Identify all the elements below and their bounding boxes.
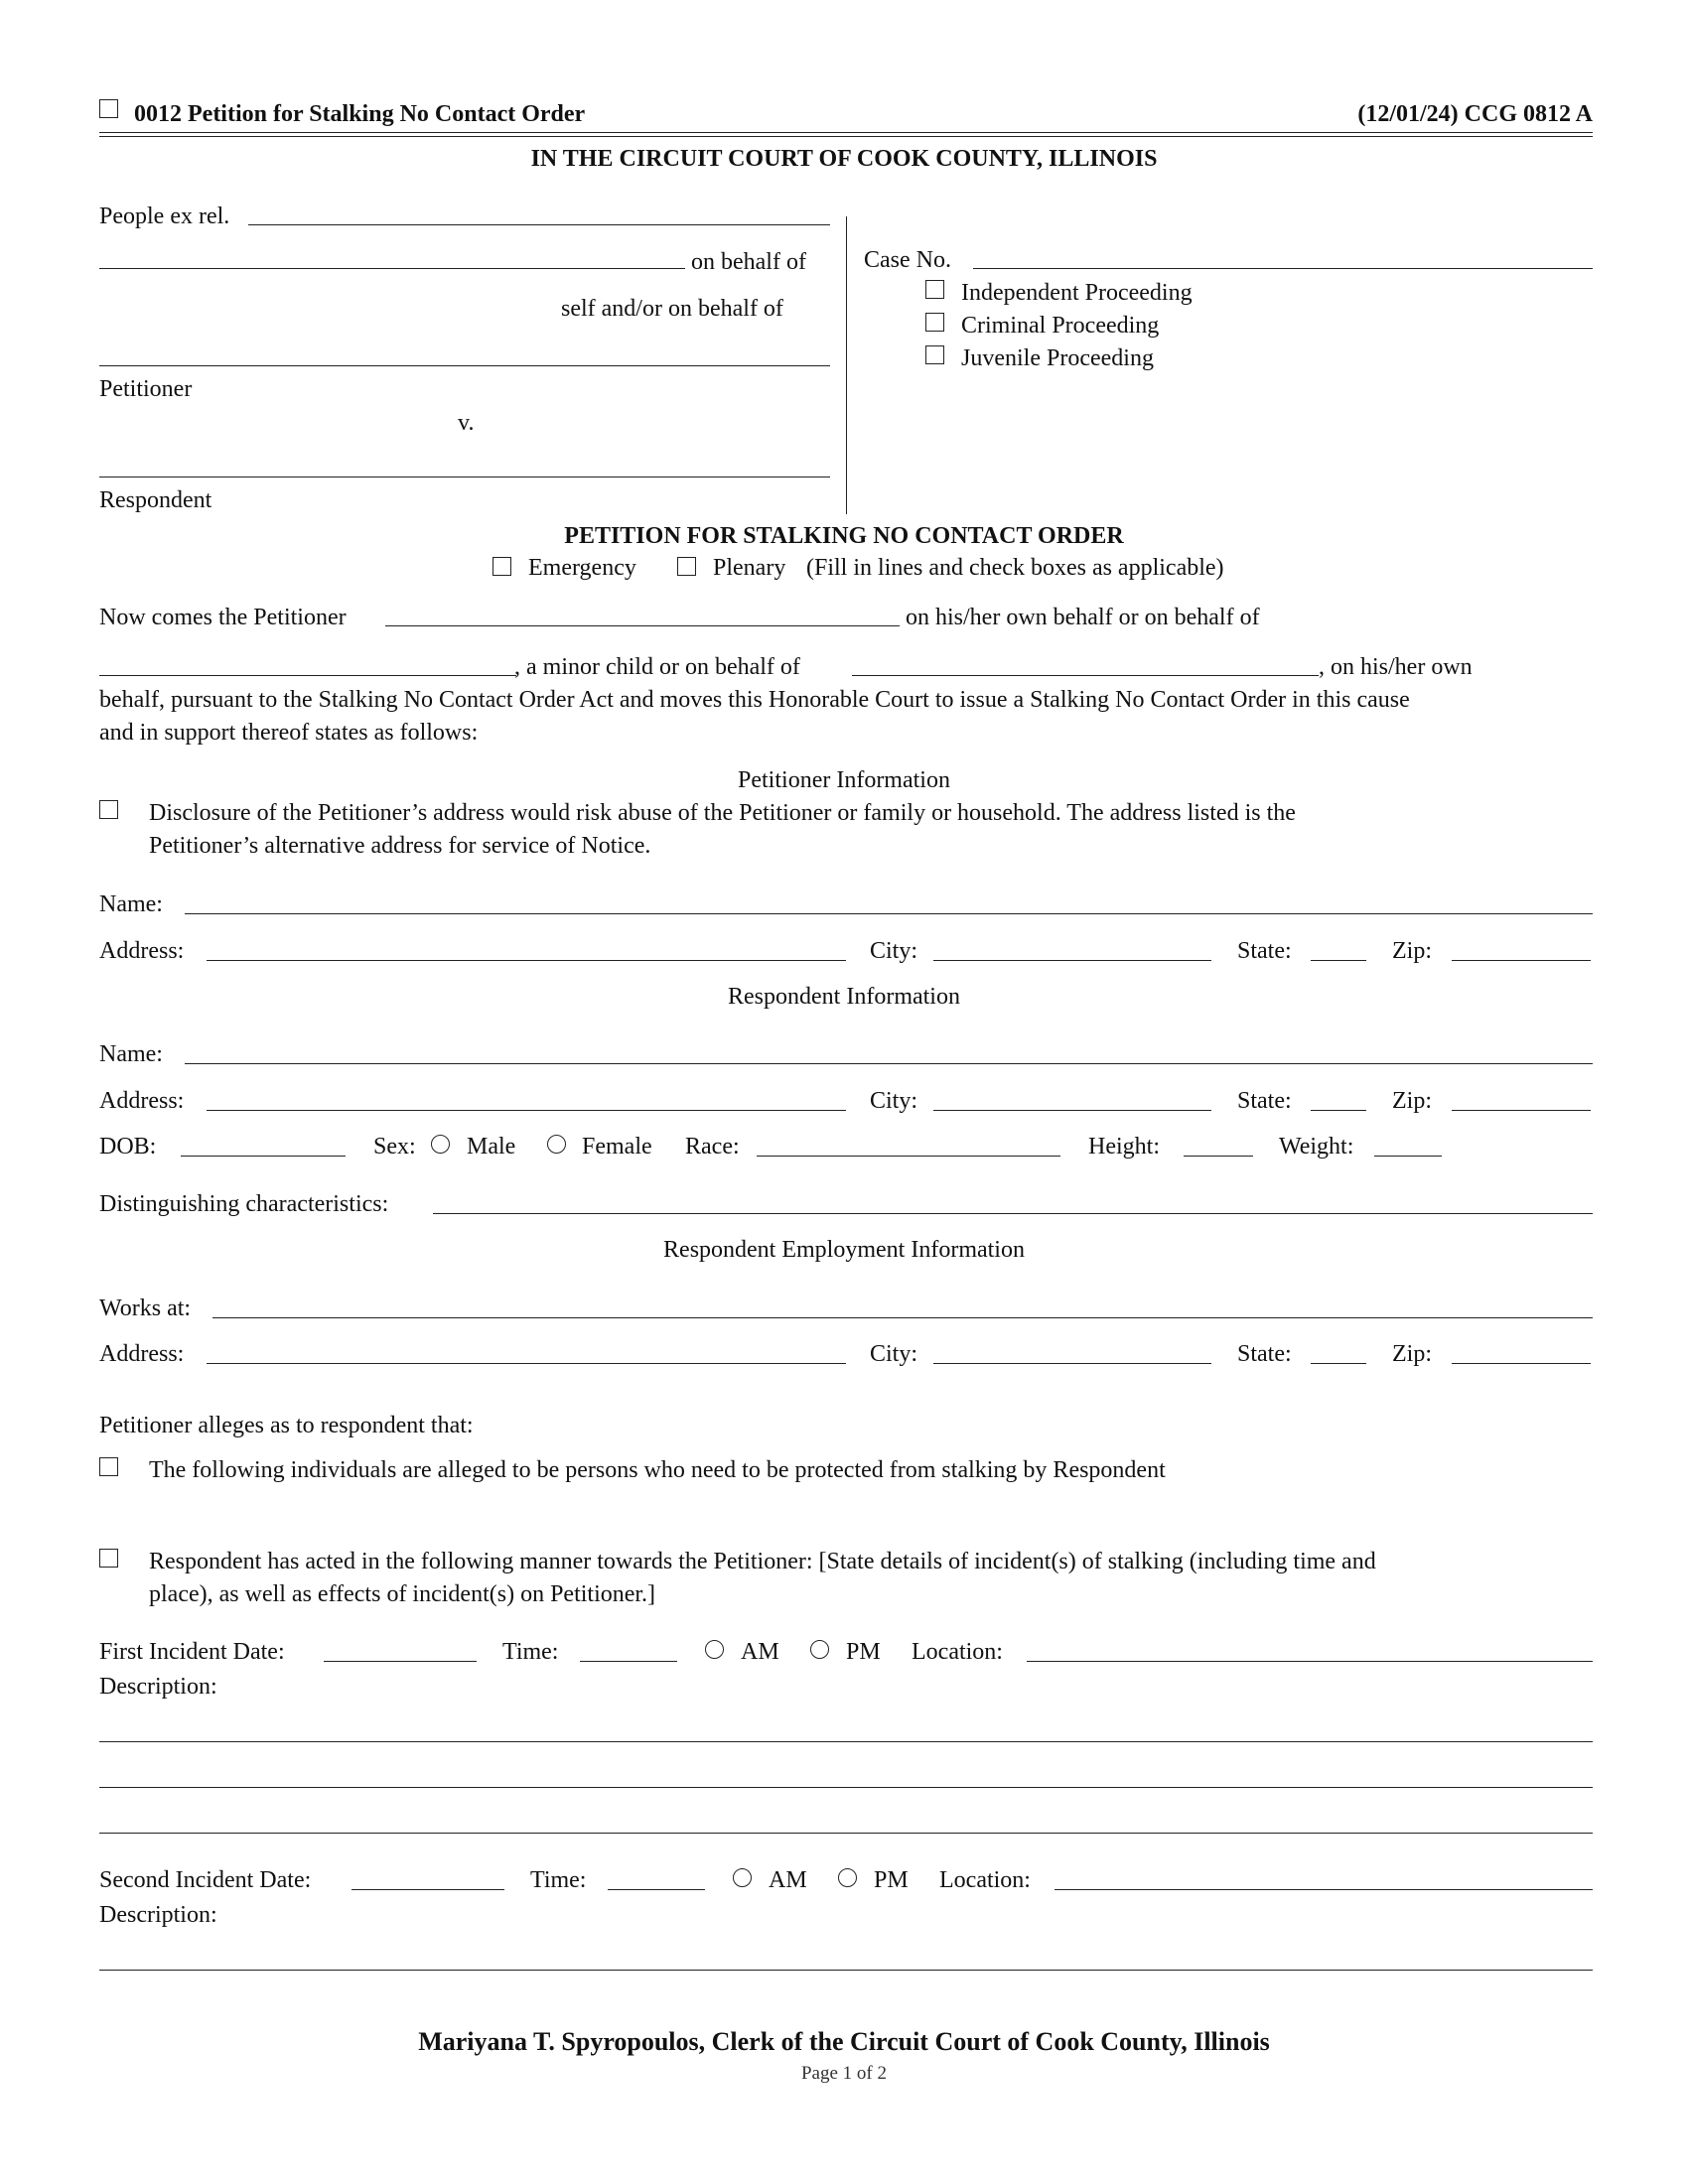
emp-city-label: City: xyxy=(870,1341,918,1367)
dob-field[interactable] xyxy=(181,1156,346,1157)
first-location-label: Location: xyxy=(912,1639,1003,1665)
pet-city-label: City: xyxy=(870,938,918,964)
case-no-label: Case No. xyxy=(864,247,951,273)
female-label: Female xyxy=(582,1134,652,1160)
pet-zip-field[interactable] xyxy=(1452,960,1591,961)
his-her-own-label: , on his/her own xyxy=(1319,654,1473,680)
employment-info-heading: Respondent Employment Information xyxy=(663,1237,1025,1263)
juvenile-proceeding-checkbox[interactable] xyxy=(925,345,944,364)
resp-zip-field[interactable] xyxy=(1452,1110,1591,1111)
petition-title: PETITION FOR STALKING NO CONTACT ORDER xyxy=(564,523,1124,549)
form-title: 0012 Petition for Stalking No Contact Order xyxy=(134,101,586,127)
header-rule xyxy=(99,132,1593,133)
resp-address-field[interactable] xyxy=(207,1110,846,1111)
resp-state-label: State: xyxy=(1237,1088,1292,1114)
resp-address-label: Address: xyxy=(99,1088,185,1114)
emp-zip-label: Zip: xyxy=(1392,1341,1432,1367)
plenary-checkbox[interactable] xyxy=(677,557,696,576)
second-am-radio[interactable] xyxy=(733,1868,752,1887)
court-title: IN THE CIRCUIT COURT OF COOK COUNTY, ILLINOIS xyxy=(530,146,1158,172)
pet-state-label: State: xyxy=(1237,938,1292,964)
emp-city-field[interactable] xyxy=(933,1363,1211,1364)
second-description-label: Description: xyxy=(99,1902,217,1928)
resp-zip-label: Zip: xyxy=(1392,1088,1432,1114)
second-incident-date-field[interactable] xyxy=(352,1889,504,1890)
pet-name-label: Name: xyxy=(99,891,163,917)
on-behalf-label: on behalf of xyxy=(691,249,806,275)
height-label: Height: xyxy=(1088,1134,1160,1160)
resp-city-label: City: xyxy=(870,1088,918,1114)
first-incident-date-label: First Incident Date: xyxy=(99,1639,285,1665)
people-ex-rel-field[interactable] xyxy=(248,224,830,225)
first-description-line-3[interactable] xyxy=(99,1833,1593,1834)
dob-label: DOB: xyxy=(99,1134,157,1160)
form-select-checkbox[interactable] xyxy=(99,99,118,118)
disclosure-line2: Petitioner’s alternative address for service of Notice. xyxy=(149,833,651,859)
second-pm-label: PM xyxy=(874,1867,909,1893)
second-am-label: AM xyxy=(769,1867,807,1893)
petitioner-name-field[interactable] xyxy=(99,365,830,366)
petitioner-label: Petitioner xyxy=(99,376,193,402)
height-field[interactable] xyxy=(1184,1156,1253,1157)
petitioner-info-heading: Petitioner Information xyxy=(738,767,950,793)
works-at-label: Works at: xyxy=(99,1296,192,1321)
male-label: Male xyxy=(467,1134,516,1160)
other-behalf-field[interactable] xyxy=(852,675,1319,676)
plenary-label: Plenary xyxy=(713,555,786,581)
people-ex-rel-label: People ex rel. xyxy=(99,204,230,229)
petition-body-line2: and in support thereof states as follows: xyxy=(99,720,479,746)
instruction-text: (Fill in lines and check boxes as applicable) xyxy=(806,555,1224,581)
now-comes-label: Now comes the Petitioner xyxy=(99,605,347,630)
distinguishing-label: Distinguishing characteristics: xyxy=(99,1191,389,1217)
sex-label: Sex: xyxy=(373,1134,416,1160)
male-radio[interactable] xyxy=(431,1135,450,1154)
second-time-label: Time: xyxy=(530,1867,587,1893)
first-time-label: Time: xyxy=(502,1639,559,1665)
manner-checkbox[interactable] xyxy=(99,1549,118,1568)
resp-state-field[interactable] xyxy=(1311,1110,1366,1111)
emergency-checkbox[interactable] xyxy=(492,557,511,576)
race-label: Race: xyxy=(685,1134,740,1160)
first-am-radio[interactable] xyxy=(705,1640,724,1659)
emp-state-field[interactable] xyxy=(1311,1363,1366,1364)
caption-divider xyxy=(846,216,847,514)
emp-address-field[interactable] xyxy=(207,1363,846,1364)
minor-child-label: , a minor child or on behalf of xyxy=(514,654,800,680)
protected-persons-text: The following individuals are alleged to be persons who need to be protected from stalking by Respondent xyxy=(149,1457,1166,1483)
emp-address-label: Address: xyxy=(99,1341,185,1367)
female-radio[interactable] xyxy=(547,1135,566,1154)
second-location-field[interactable] xyxy=(1055,1889,1593,1890)
own-behalf-label: on his/her own behalf or on behalf of xyxy=(906,605,1260,630)
second-time-field[interactable] xyxy=(608,1889,705,1890)
on-behalf-field[interactable] xyxy=(99,268,685,269)
works-at-field[interactable] xyxy=(212,1317,1593,1318)
first-pm-label: PM xyxy=(846,1639,881,1665)
race-field[interactable] xyxy=(757,1156,1060,1157)
weight-label: Weight: xyxy=(1279,1134,1354,1160)
manner-line1: Respondent has acted in the following manner towards the Petitioner: [State details of incident(s) of stalking (including time and xyxy=(149,1549,1376,1574)
respondent-name-field[interactable] xyxy=(99,477,830,478)
minor-child-field[interactable] xyxy=(99,675,516,676)
first-description-label: Description: xyxy=(99,1674,217,1700)
pet-zip-label: Zip: xyxy=(1392,938,1432,964)
resp-name-field[interactable] xyxy=(185,1063,1593,1064)
first-location-field[interactable] xyxy=(1027,1661,1593,1662)
versus-label: v. xyxy=(458,410,475,436)
petition-body-line1: behalf, pursuant to the Stalking No Contact Order Act and moves this Honorable Court to issue a Stalking No Contact Order in this cause xyxy=(99,687,1410,713)
allegations-intro: Petitioner alleges as to respondent that: xyxy=(99,1413,474,1438)
emp-zip-field[interactable] xyxy=(1452,1363,1591,1364)
first-am-label: AM xyxy=(741,1639,779,1665)
disclosure-checkbox[interactable] xyxy=(99,800,118,819)
second-description-line-1[interactable] xyxy=(99,1970,1593,1971)
page-number: Page 1 of 2 xyxy=(800,2063,887,2084)
pet-state-field[interactable] xyxy=(1311,960,1366,961)
first-pm-radio[interactable] xyxy=(810,1640,829,1659)
resp-name-label: Name: xyxy=(99,1041,163,1067)
case-no-field[interactable] xyxy=(973,268,1593,269)
pet-address-field[interactable] xyxy=(207,960,846,961)
second-pm-radio[interactable] xyxy=(838,1868,857,1887)
independent-proceeding-checkbox[interactable] xyxy=(925,280,944,299)
manner-line2: place), as well as effects of incident(s) on Petitioner.] xyxy=(149,1581,656,1607)
pet-city-field[interactable] xyxy=(933,960,1211,961)
emergency-label: Emergency xyxy=(528,555,636,581)
first-description-line-1[interactable] xyxy=(99,1741,1593,1742)
resp-city-field[interactable] xyxy=(933,1110,1211,1111)
second-location-label: Location: xyxy=(939,1867,1031,1893)
distinguishing-field[interactable] xyxy=(433,1213,1593,1214)
first-description-line-2[interactable] xyxy=(99,1787,1593,1788)
header-rule-2 xyxy=(99,136,1593,137)
pet-name-field[interactable] xyxy=(185,913,1593,914)
emp-state-label: State: xyxy=(1237,1341,1292,1367)
form-code: (12/01/24) CCG 0812 A xyxy=(1357,101,1593,127)
disclosure-line1: Disclosure of the Petitioner’s address would risk abuse of the Petitioner or family or household. The address listed is the xyxy=(149,800,1296,826)
protected-persons-checkbox[interactable] xyxy=(99,1457,118,1476)
independent-proceeding-label: Independent Proceeding xyxy=(961,280,1193,306)
criminal-proceeding-checkbox[interactable] xyxy=(925,313,944,332)
weight-field[interactable] xyxy=(1374,1156,1442,1157)
respondent-info-heading: Respondent Information xyxy=(728,984,960,1010)
self-and-or-label: self and/or on behalf of xyxy=(561,296,783,322)
now-comes-petitioner-field[interactable] xyxy=(385,625,900,626)
second-incident-date-label: Second Incident Date: xyxy=(99,1867,312,1893)
clerk-footer: Mariyana T. Spyropoulos, Clerk of the Circuit Court of Cook County, Illinois xyxy=(418,2027,1270,2056)
respondent-label: Respondent xyxy=(99,487,212,513)
juvenile-proceeding-label: Juvenile Proceeding xyxy=(961,345,1154,371)
first-time-field[interactable] xyxy=(580,1661,677,1662)
criminal-proceeding-label: Criminal Proceeding xyxy=(961,313,1160,339)
pet-address-label: Address: xyxy=(99,938,185,964)
first-incident-date-field[interactable] xyxy=(324,1661,477,1662)
